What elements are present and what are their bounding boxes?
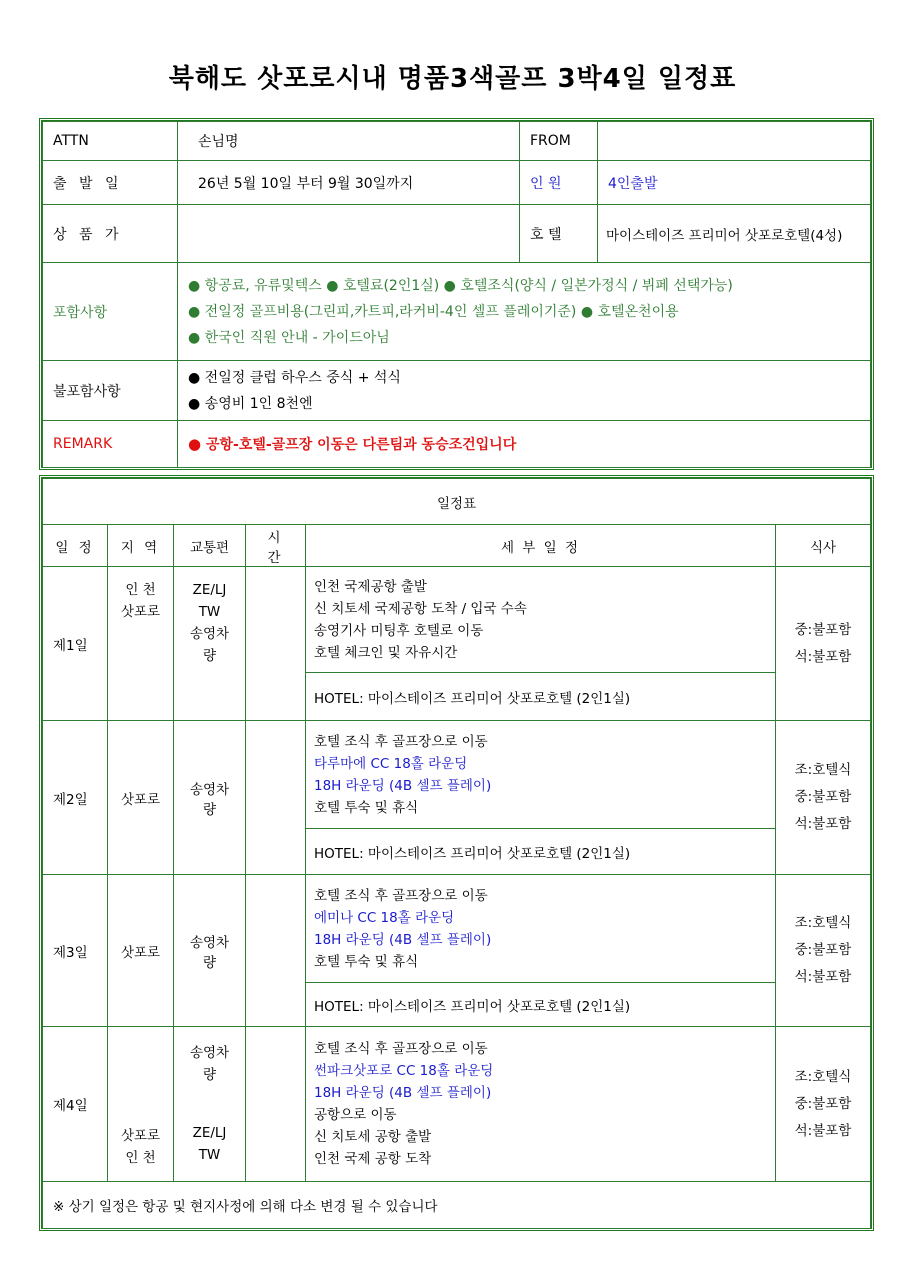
included-line: ● 한국인 직원 안내 - 가이드아님 [188, 329, 390, 346]
detail-line: 썬파크삿포로 CC 18홀 라운딩 [314, 1063, 494, 1079]
transport-line: TW [198, 604, 221, 620]
detail-line: 18H 라운딩 (4B 셀프 플레이) [314, 931, 492, 948]
day-2-details [306, 721, 776, 829]
region-line: 인 천 [125, 582, 156, 598]
attn-value: 손님명 [178, 122, 520, 161]
detail-line: 호텔 체크인 및 자유시간 [314, 644, 458, 661]
day-2-transport [174, 721, 246, 875]
from-value [598, 122, 871, 161]
footnote-row [43, 1182, 871, 1229]
day-1-time [246, 567, 306, 721]
day-3-hotel: HOTEL: 마이스테이즈 프리미어 삿포로호텔 (2인1실) [306, 983, 776, 1027]
detail-line: 18H 라운딩 (4B 셀프 플레이) [314, 1085, 492, 1101]
day-1-region [108, 567, 174, 721]
people-label: 인 원 [520, 161, 598, 205]
day-2-region [108, 721, 174, 875]
info-row-attn [43, 122, 871, 161]
day-4-details [306, 1027, 776, 1182]
included-line: ● 항공료, 유류및텍스 ● 호텔료(2인1실) ● 호텔조식(양식 / 일본가정식 / 뷔페 선택가능) [188, 277, 733, 294]
schedule-heading-row [43, 479, 871, 525]
col-header-meals: 식사 [776, 525, 871, 567]
day-3-transport [174, 875, 246, 1027]
meal-line: 중:불포함 [794, 1095, 852, 1112]
transport-line: 송영차량 [189, 1045, 230, 1083]
transport-line: TW [198, 1147, 221, 1163]
included-list [178, 263, 871, 361]
day-2-time [246, 721, 306, 875]
col-header-time: 시 간 [246, 525, 306, 567]
day-2-hotel: HOTEL: 마이스테이즈 프리미어 삿포로호텔 (2인1실) [306, 829, 776, 875]
col-header-region: 지 역 [108, 525, 174, 567]
region-line: 삿포로 [120, 944, 161, 961]
schedule-heading: 일정표 [43, 479, 871, 525]
included-label: 포함사항 [43, 263, 178, 361]
info-box [39, 118, 874, 470]
detail-line: 신 치토세 국제공항 도착 / 입국 수속 [314, 600, 527, 617]
transport-line: ZE/LJ [192, 582, 227, 598]
meal-line: 중:불포함 [794, 942, 852, 958]
day-4-transport [174, 1027, 246, 1182]
meal-line: 조:호텔식 [794, 915, 852, 931]
day-3-row [43, 875, 871, 983]
excluded-list [178, 361, 871, 421]
price-value [178, 205, 520, 263]
detail-line: 신 치토세 공항 출발 [314, 1129, 432, 1145]
region-line: 삿포로 [120, 791, 161, 808]
region-line: 삿포로 [120, 1128, 161, 1144]
detail-line: 18H 라운딩 (4B 셀프 플레이) [314, 777, 492, 794]
day-3-meals [776, 875, 871, 1027]
day-1-details [306, 567, 776, 673]
day-2-row [43, 721, 871, 829]
day-3-label: 제3일 [43, 875, 108, 1027]
excluded-line: ● 전일정 클럽 하우스 중식 + 석식 [188, 369, 401, 386]
meal-line: 석:불포함 [794, 1122, 852, 1139]
info-row-departure [43, 161, 871, 205]
day-4-meals [776, 1027, 871, 1182]
transport-line: 송영차량 [189, 626, 230, 664]
schedule-box [39, 475, 874, 1231]
hotel-label: 호 텔 [520, 205, 598, 263]
detail-line: 호텔 조식 후 골프장으로 이동 [314, 887, 488, 904]
day-4-time [246, 1027, 306, 1182]
day-1-hotel: HOTEL: 마이스테이즈 프리미어 삿포로호텔 (2인1실) [306, 673, 776, 721]
detail-line: 호텔 조식 후 골프장으로 이동 [314, 1041, 488, 1057]
info-row-price [43, 205, 871, 263]
info-row-excluded [43, 361, 871, 421]
info-row-included [43, 263, 871, 361]
meal-line: 중:불포함 [794, 789, 852, 805]
excluded-line: ● 송영비 1인 8천엔 [188, 395, 313, 412]
meal-line: 석:불포함 [794, 816, 852, 832]
remark-text: 공항-호텔-골프장 이동은 다른팀과 동승조건입니다 [205, 437, 517, 453]
detail-line: 인천 국제 공항 도착 [314, 1151, 432, 1167]
col-header-details: 세 부 일 정 [306, 525, 776, 567]
footnote: ※ 상기 일정은 항공 및 현지사정에 의해 다소 변경 될 수 있습니다 [43, 1182, 871, 1229]
meal-line: 중:불포함 [794, 621, 852, 638]
detail-line: 타루마에 CC 18홀 라운딩 [314, 755, 468, 772]
day-1-meals [776, 567, 871, 721]
price-label: 상 품 가 [43, 205, 178, 263]
meal-line: 석:불포함 [794, 648, 852, 665]
detail-line: 호텔 투숙 및 휴식 [314, 953, 419, 970]
departure-label: 출 발 일 [43, 161, 178, 205]
detail-line: 호텔 투숙 및 휴식 [314, 799, 419, 816]
meal-line: 석:불포함 [794, 969, 852, 985]
col-header-transport: 교통편 [174, 525, 246, 567]
day-1-row [43, 567, 871, 673]
included-line: ● 전일정 골프비용(그린피,카트피,라커비-4인 셀프 플레이기준) ● 호텔온천이용 [188, 303, 679, 320]
transport-line: 송영차량 [189, 934, 230, 971]
day-3-time [246, 875, 306, 1027]
meal-line: 조:호텔식 [794, 1068, 852, 1085]
transport-line: 송영차량 [189, 781, 230, 818]
departure-value: 26년 5월 10일 부터 9월 30일까지 [178, 161, 520, 205]
detail-line: 에미나 CC 18홀 라운딩 [314, 909, 455, 926]
detail-line: 인천 국제공항 출발 [314, 578, 427, 595]
schedule-table [42, 478, 871, 1229]
day-3-details [306, 875, 776, 983]
hotel-value: 마이스테이즈 프리미어 삿포로호텔(4성) [598, 205, 871, 263]
day-1-label: 제1일 [43, 567, 108, 721]
detail-line: 공항으로 이동 [314, 1107, 397, 1123]
info-table [42, 121, 871, 468]
from-label: FROM [520, 122, 598, 161]
transport-line: ZE/LJ [192, 1125, 227, 1141]
excluded-label: 불포함사항 [43, 361, 178, 421]
attn-label: ATTN [43, 122, 178, 161]
remark-bullet-icon: ● [188, 435, 202, 453]
day-4-region [108, 1027, 174, 1182]
detail-line: 송영기사 미팅후 호텔로 이동 [314, 622, 484, 639]
day-2-meals [776, 721, 871, 875]
detail-line: 호텔 조식 후 골프장으로 이동 [314, 733, 488, 750]
day-4-label: 제4일 [43, 1027, 108, 1182]
schedule-header-row [43, 525, 871, 567]
col-header-day: 일 정 [43, 525, 108, 567]
info-row-remark [43, 421, 871, 468]
day-4-row [43, 1027, 871, 1182]
day-3-region [108, 875, 174, 1027]
day-1-transport [174, 567, 246, 721]
remark-text-cell [178, 421, 871, 468]
people-value: 4인출발 [598, 161, 871, 205]
page-title: 북해도 삿포로시내 명품3색골프 3박4일 일정표 [168, 64, 737, 94]
region-line: 인 천 [125, 1150, 156, 1166]
day-2-label: 제2일 [43, 721, 108, 875]
remark-label: REMARK [43, 421, 178, 468]
region-line: 삿포로 [120, 604, 161, 620]
meal-line: 조:호텔식 [794, 762, 852, 778]
